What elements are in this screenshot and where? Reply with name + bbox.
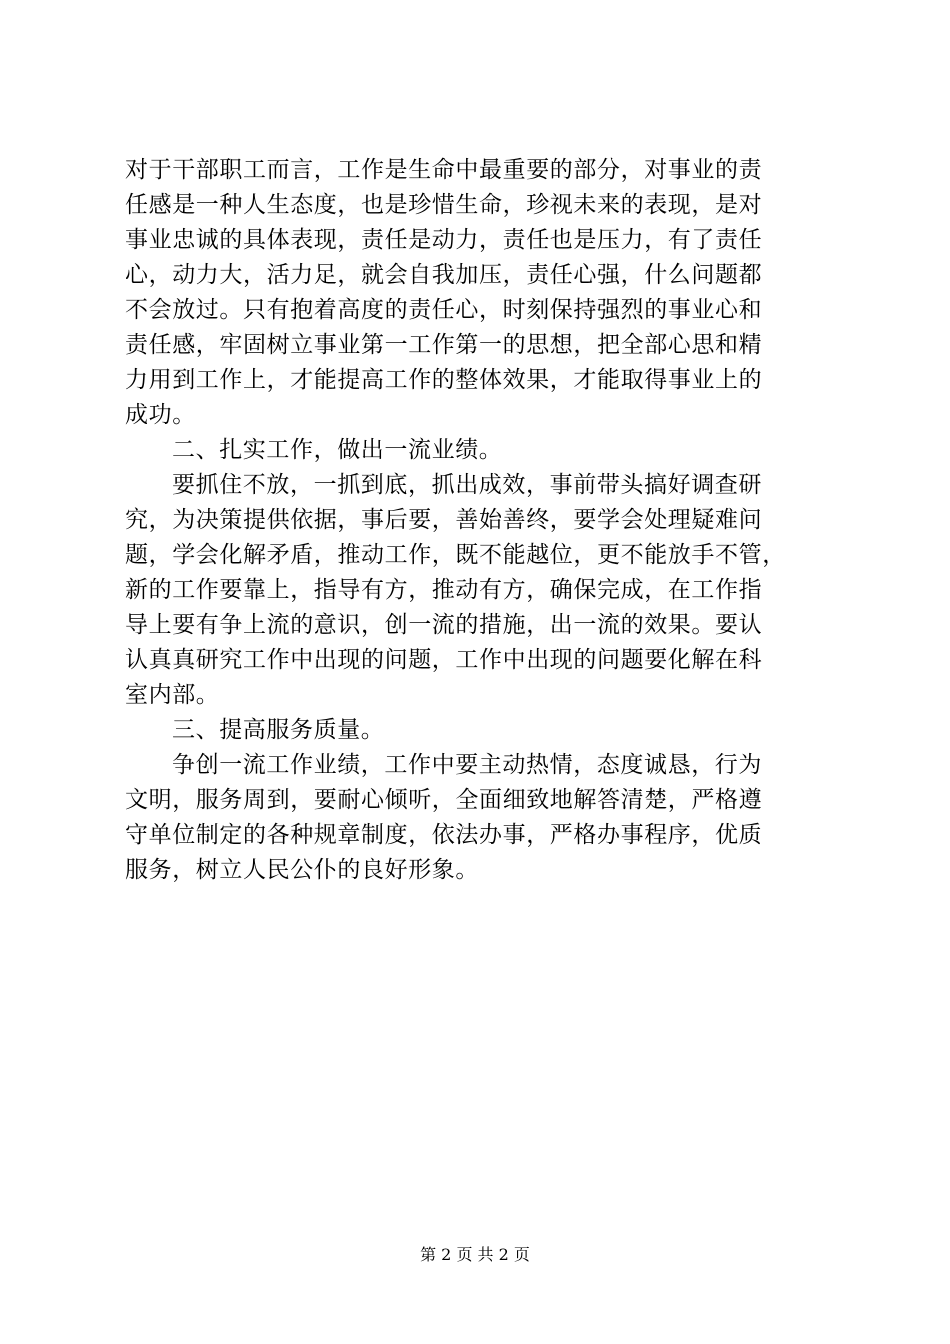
paragraph-line: 文明，服务周到，要耐心倾听，全面细致地解答清楚，严格遵 [125,787,763,813]
paragraph-line: 究，为决策提供依据，事后要，善始善终，要学会处理疑难问 [125,507,763,533]
paragraph-line: 责任感，牢固树立事业第一工作第一的思想，把全部心思和精 [125,332,763,358]
paragraph-line: 认真真研究工作中出现的问题，工作中出现的问题要化解在科 [125,647,763,673]
paragraph-line: 力用到工作上，才能提高工作的整体效果，才能取得事业上的 [125,367,763,393]
paragraph-line: 成功。 [125,402,196,428]
paragraph-line: 要抓住不放，一抓到底，抓出成效，事前带头搞好调查研 [172,472,762,498]
paragraph-line: 不会放过。只有抱着高度的责任心，时刻保持强烈的事业心和 [125,297,763,323]
paragraph-line: 心，动力大，活力足，就会自我加压，责任心强，什么问题都 [125,262,763,288]
paragraph-line: 导上要有争上流的意识，创一流的措施，出一流的效果。要认 [125,612,763,638]
paragraph-line: 服务，树立人民公仆的良好形象。 [125,857,479,883]
section-heading: 二、扎实工作，做出一流业绩。 [172,437,503,463]
paragraph-line: 事业忠诚的具体表现，责任是动力，责任也是压力，有了责任 [125,227,763,253]
document-body [125,153,832,888]
paragraph-line: 新的工作要靠上，指导有方，推动有方，确保完成，在工作指 [125,577,763,603]
paragraph-line: 争创一流工作业绩，工作中要主动热情，态度诚恳，行为 [172,752,762,778]
paragraph-line: 室内部。 [125,682,220,708]
page-number-footer: 第 2 页 共 2 页 [420,1245,530,1264]
paragraph-line: 对于干部职工而言，工作是生命中最重要的部分，对事业的责 [125,157,763,183]
paragraph-line: 题，学会化解矛盾，推动工作，既不能越位，更不能放手不管， [125,542,786,568]
paragraph-line: 守单位制定的各种规章制度，依法办事，严格办事程序，优质 [125,822,763,848]
section-heading: 三、提高服务质量。 [172,717,385,743]
paragraph-line: 任感是一种人生态度，也是珍惜生命，珍视未来的表现，是对 [125,192,763,218]
